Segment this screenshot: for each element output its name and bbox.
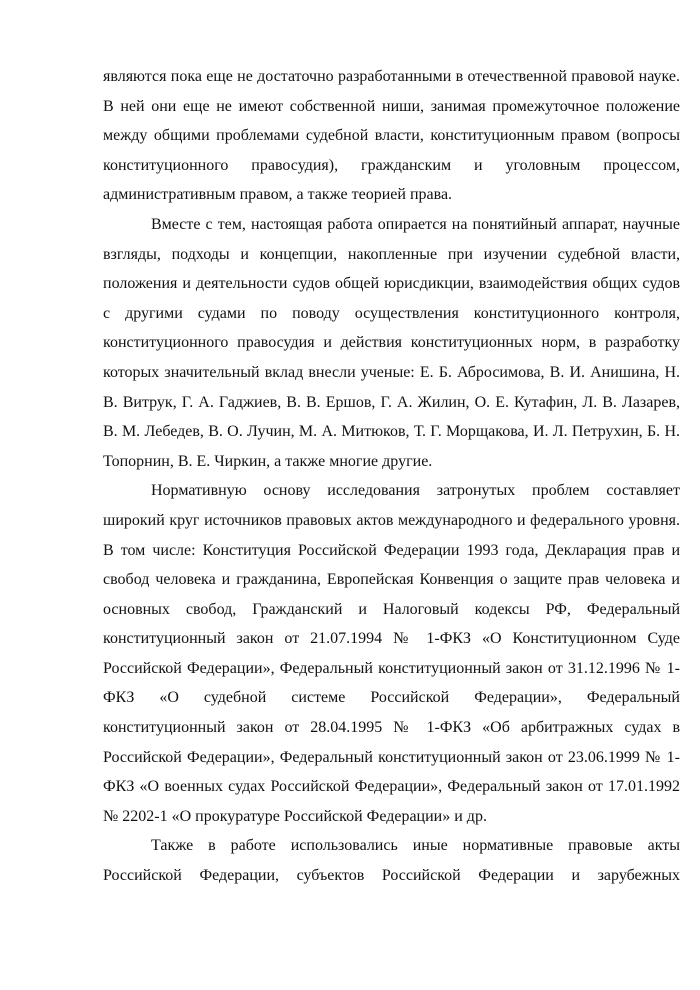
body-text [103, 62, 680, 891]
paragraph-other-acts: Также в работе использовались иные нормативные правовые акты Российской Федерации, субъектов Российской Федерации и зарубежных [103, 837, 680, 885]
paragraph-researchers: Вместе с тем, настоящая работа опирается на понятийный аппарат, научные взгляды, подходы и концепции, накопленные при изучении судебной власти, положения и деятельности судов общей юрисдикции, взаимодействия общих судов с другими судами по поводу осуществления конституционного контроля, конституционного правосудия и действия конституционных норм, в разработку которых значительный вклад внесли ученые: Е. Б. Абросимова, В. И. Анишина, Н. В. Витрук, Г. А. Гаджиев, В. В. Ершов, Г. А. Жилин, О. Е. Кутафин, Л. В. Лазарев, В. М. Лебедев, В. О. Лучин, М. А. Митюков, Т. Г. Морщакова, И. Л. Петрухин, Б. Н. Топорнин, В. Е. Чиркин, а также многие другие. [103, 215, 680, 470]
paragraph-normative-basis: Нормативную основу исследования затронутых проблем составляет широкий круг источников правовых актов международного и федерального уровня. В том числе: Конституция Российской Федерации 1993 года, Декларация прав и свобод человека и гражданина, Европейская Конвенция о защите прав человека и основных свобод, Гражданский и Налоговый кодексы РФ, Федеральный конституционный закон от 21.07.1994 № 1-ФКЗ «О Конституционном Суде Российской Федерации», Федеральный конституционный закон от 31.12.1996 № 1-ФКЗ «О судебной системе Российской Федерации», Федеральный конституционный закон от 28.04.1995 № 1-ФКЗ «Об арбитражных судах в Российской Федерации», Федеральный конституционный закон от 23.06.1999 № 1-ФКЗ «О военных судах Российской Федерации», Федеральный закон от 17.01.1992 № 2202-1 «О прокуратуре Российской Федерации» и др. [103, 482, 680, 825]
paragraph-continuation: являются пока еще не достаточно разработанными в отечественной правовой науке. В ней они еще не имеют собственной ниши, занимая промежуточное положение между общими проблемами судебной власти, конституционным правом (вопросы конституционного правосудия), гражданским и уголовным процессом, административным правом, а также теорией права. [103, 68, 680, 204]
